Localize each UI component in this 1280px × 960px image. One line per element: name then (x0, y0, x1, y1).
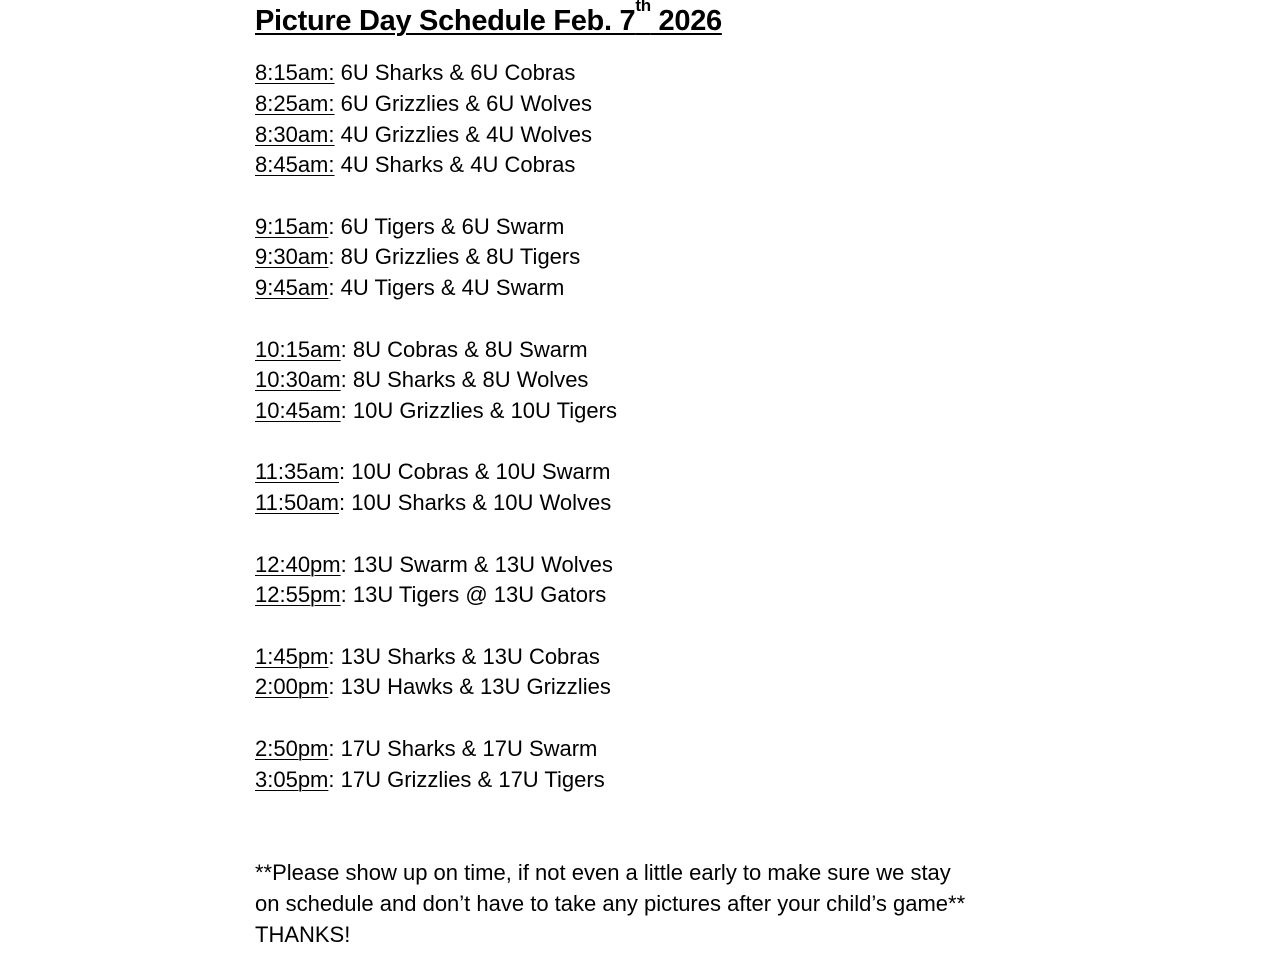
schedule-time: 8:25am: (255, 90, 335, 116)
schedule-row (255, 335, 1035, 366)
schedule-separator: : (340, 398, 347, 424)
schedule-time: 8:30am: (255, 121, 335, 147)
schedule-separator: : (328, 643, 335, 669)
schedule-teams: 8U Sharks & 8U Wolves (346, 367, 589, 393)
schedule-row (255, 120, 1035, 151)
schedule-teams: 10U Cobras & 10U Swarm (345, 459, 611, 485)
schedule-separator: : (328, 735, 335, 761)
schedule-separator: : (340, 336, 347, 362)
schedule-row (255, 58, 1035, 89)
schedule-row (255, 642, 1035, 673)
schedule-teams: 17U Sharks & 17U Swarm (334, 735, 598, 761)
note-line-2: on schedule and don’t have to take any pictures after your child’s game** (255, 891, 966, 916)
schedule-row (255, 457, 1035, 488)
schedule-row (255, 242, 1035, 273)
schedule-teams: 8U Cobras & 8U Swarm (346, 336, 588, 362)
schedule-teams: 13U Hawks & 13U Grizzlies (334, 674, 611, 700)
footer-note (255, 857, 1035, 950)
title-main: Picture Day Schedule Feb. 7 (255, 5, 636, 37)
schedule-teams: 4U Sharks & 4U Cobras (334, 152, 576, 178)
schedule-group (255, 212, 1035, 304)
schedule-row (255, 365, 1035, 396)
schedule-teams: 6U Grizzlies & 6U Wolves (334, 90, 593, 116)
schedule-list (255, 58, 1035, 795)
schedule-teams: 13U Tigers @ 13U Gators (346, 582, 607, 608)
schedule-row (255, 273, 1035, 304)
schedule-time: 10:15am (255, 336, 341, 362)
note-line-1: **Please show up on time, if not even a little early to make sure we stay (255, 860, 951, 885)
note-line-3: THANKS! (255, 922, 351, 947)
schedule-row (255, 488, 1035, 519)
schedule-row (255, 580, 1035, 611)
schedule-group (255, 335, 1035, 427)
schedule-row (255, 89, 1035, 120)
schedule-row (255, 212, 1035, 243)
document-page (255, 0, 1035, 947)
schedule-time: 11:50am (255, 490, 339, 516)
schedule-separator: : (338, 490, 346, 516)
schedule-row (255, 150, 1035, 181)
schedule-time: 9:30am (255, 244, 329, 270)
schedule-time: 9:15am (255, 213, 329, 239)
schedule-group (255, 58, 1035, 181)
schedule-separator: : (328, 674, 335, 700)
schedule-teams: 6U Tigers & 6U Swarm (334, 213, 565, 239)
schedule-separator: : (328, 275, 335, 301)
schedule-time: 8:15am: (255, 60, 335, 85)
schedule-group (255, 550, 1035, 612)
title-year: 2026 (650, 5, 722, 37)
schedule-time: 2:00pm (255, 674, 329, 700)
schedule-time: 3:05pm (255, 766, 329, 792)
schedule-teams: 4U Grizzlies & 4U Wolves (334, 121, 593, 147)
schedule-teams: 10U Grizzlies & 10U Tigers (346, 398, 617, 424)
schedule-time: 12:55pm (255, 582, 341, 608)
schedule-separator: : (340, 551, 347, 577)
schedule-time: 10:30am (255, 367, 341, 393)
schedule-time: 1:45pm (255, 643, 329, 669)
schedule-time: 12:40pm (255, 551, 341, 577)
schedule-separator: : (328, 244, 335, 270)
schedule-separator: : (340, 367, 347, 393)
schedule-teams: 8U Grizzlies & 8U Tigers (334, 244, 581, 270)
schedule-time: 10:45am (255, 398, 341, 424)
schedule-separator: : (340, 582, 347, 608)
schedule-row (255, 672, 1035, 703)
schedule-teams: 10U Sharks & 10U Wolves (345, 490, 612, 516)
schedule-teams: 4U Tigers & 4U Swarm (334, 275, 565, 301)
schedule-group (255, 642, 1035, 704)
schedule-time: 11:35am (255, 459, 339, 485)
schedule-teams: 6U Sharks & 6U Cobras (334, 60, 576, 85)
schedule-time: 9:45am (255, 275, 329, 301)
page-title (255, 0, 1035, 40)
schedule-row (255, 734, 1035, 765)
schedule-teams: 17U Grizzlies & 17U Tigers (334, 766, 605, 792)
schedule-row (255, 550, 1035, 581)
schedule-separator: : (328, 213, 335, 239)
schedule-row (255, 765, 1035, 796)
schedule-group (255, 457, 1035, 519)
schedule-time: 8:45am: (255, 152, 335, 178)
schedule-row (255, 396, 1035, 427)
schedule-separator: : (338, 459, 346, 485)
schedule-teams: 13U Swarm & 13U Wolves (346, 551, 613, 577)
schedule-group (255, 734, 1035, 796)
title-superscript: th (635, 0, 651, 15)
schedule-teams: 13U Sharks & 13U Cobras (334, 643, 600, 669)
schedule-time: 2:50pm (255, 735, 329, 761)
schedule-separator: : (328, 766, 335, 792)
